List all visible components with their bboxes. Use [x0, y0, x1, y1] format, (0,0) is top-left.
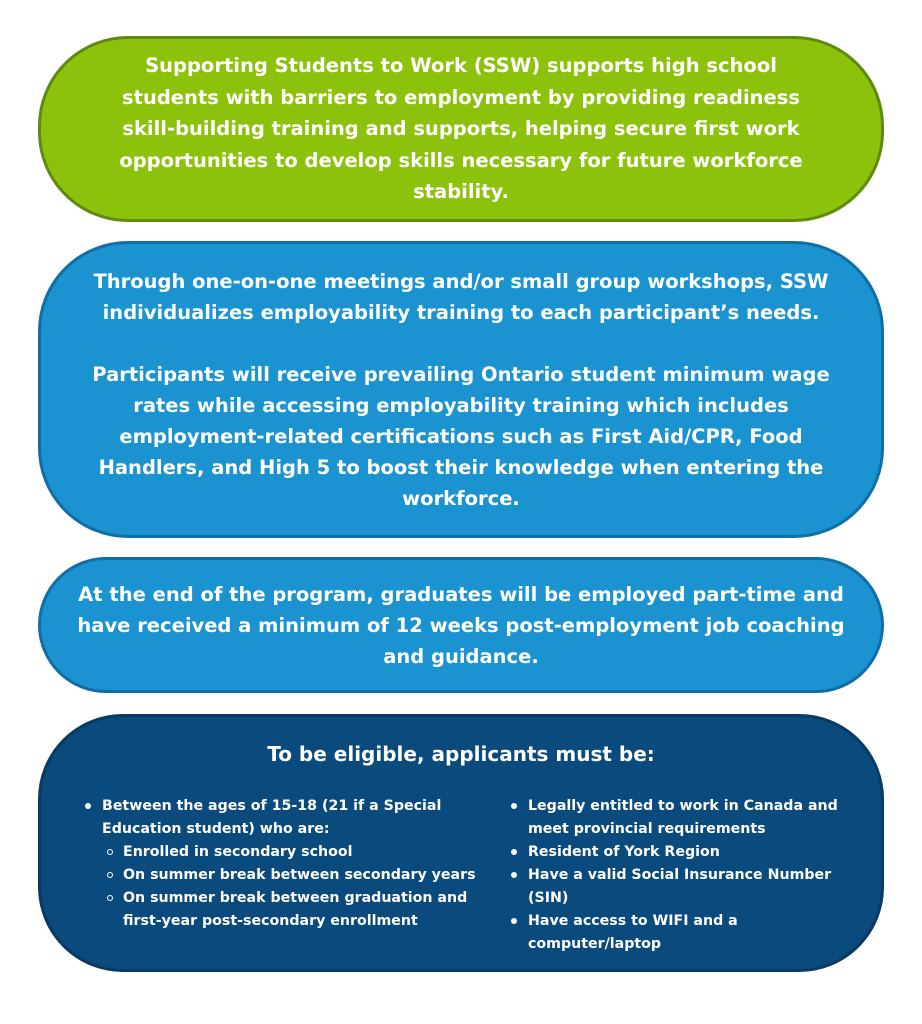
list-item: Resident of York Region — [507, 841, 852, 864]
training-paragraph-2: Participants will receive prevailing Ontario student minimum wage rates while accessing employability training which includes employment-related certifications such as First Aid/CPR, Food Handlers, and High 5 to boost their knowledge when entering the workforce. — [92, 362, 830, 510]
list-item: Have a valid Social Insurance Number (SIN) — [507, 864, 852, 910]
sub-list-item: On summer break between graduation and first-year post-secondary enrollment — [102, 887, 506, 933]
intro-text: Supporting Students to Work (SSW) supports high school students with barriers to employment by providing readiness skill-building training and supports, helping secure first work opportunities to develop skills necessary for future workforce stability. — [119, 54, 803, 204]
sub-list-item: Enrolled in secondary school — [102, 841, 506, 864]
outcome-text: At the end of the program, graduates will be employed part-time and have received a minimum of 12 weeks post-employment job coaching and guidance. — [77, 582, 845, 668]
training-paragraph-1: Through one-on-one meetings and/or small group workshops, SSW individualizes employability training to each participant’s needs. — [93, 269, 829, 324]
intro-box — [38, 36, 884, 222]
list-item: Legally entitled to work in Canada and meet provincial requirements — [507, 795, 852, 841]
list-item — [81, 795, 506, 933]
eligibility-title: To be eligible, applicants must be: — [267, 742, 655, 766]
age-requirement-text: Between the ages of 15-18 (21 if a Special Education student) who are: — [102, 798, 442, 837]
eligibility-box — [38, 714, 884, 972]
eligibility-right-column — [507, 795, 852, 956]
eligibility-left-column — [81, 795, 506, 933]
outcome-box — [38, 557, 884, 693]
training-box — [38, 241, 884, 538]
list-item: Have access to WIFI and a computer/laptop — [507, 910, 852, 956]
sub-list-item: On summer break between secondary years — [102, 864, 506, 887]
